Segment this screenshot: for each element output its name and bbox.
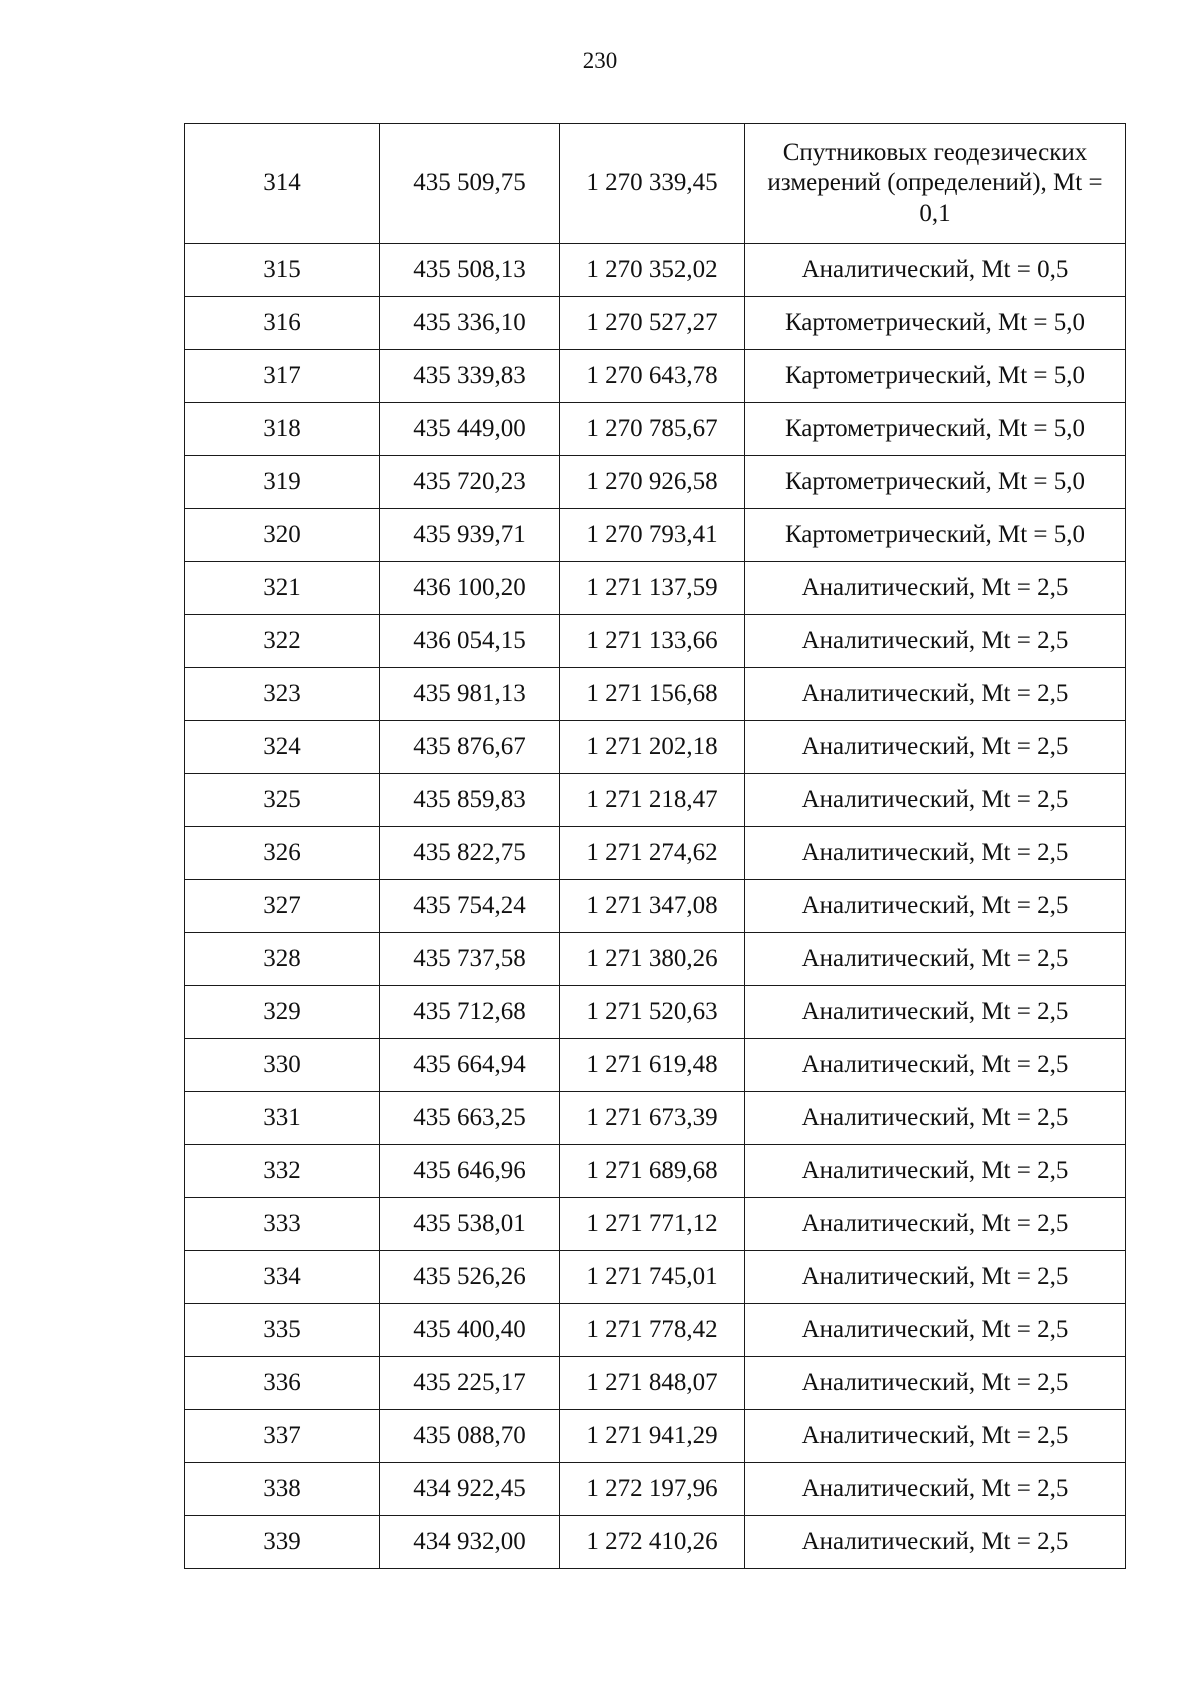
table-row: [185, 1039, 1126, 1092]
x-coordinate-cell: 435 859,83: [380, 774, 560, 827]
x-coordinate-cell: 435 088,70: [380, 1410, 560, 1463]
y-coordinate-cell: 1 272 197,96: [560, 1463, 745, 1516]
x-coordinate-cell: 435 663,25: [380, 1092, 560, 1145]
coordinates-table: [184, 123, 1126, 1569]
point-number-cell: 339: [185, 1516, 380, 1569]
table-row: [185, 668, 1126, 721]
y-coordinate-cell: 1 271 673,39: [560, 1092, 745, 1145]
y-coordinate-cell: 1 270 643,78: [560, 350, 745, 403]
y-coordinate-cell: 1 271 274,62: [560, 827, 745, 880]
x-coordinate-cell: 434 932,00: [380, 1516, 560, 1569]
table-row: [185, 562, 1126, 615]
x-coordinate-cell: 435 939,71: [380, 509, 560, 562]
method-cell: Картометрический, Mt = 5,0: [745, 456, 1126, 509]
table-row: [185, 297, 1126, 350]
method-cell: Картометрический, Mt = 5,0: [745, 297, 1126, 350]
table-row: [185, 615, 1126, 668]
method-cell: Аналитический, Mt = 2,5: [745, 1357, 1126, 1410]
y-coordinate-cell: 1 270 352,02: [560, 244, 745, 297]
y-coordinate-cell: 1 271 771,12: [560, 1198, 745, 1251]
point-number-cell: 318: [185, 403, 380, 456]
y-coordinate-cell: 1 271 941,29: [560, 1410, 745, 1463]
x-coordinate-cell: 435 509,75: [380, 124, 560, 244]
method-cell: Аналитический, Mt = 2,5: [745, 933, 1126, 986]
method-cell: Аналитический, Mt = 2,5: [745, 1039, 1126, 1092]
table-row: [185, 456, 1126, 509]
table-row: [185, 827, 1126, 880]
point-number-cell: 325: [185, 774, 380, 827]
x-coordinate-cell: 435 720,23: [380, 456, 560, 509]
y-coordinate-cell: 1 271 347,08: [560, 880, 745, 933]
point-number-cell: 336: [185, 1357, 380, 1410]
method-cell: Аналитический, Mt = 2,5: [745, 1145, 1126, 1198]
y-coordinate-cell: 1 271 619,48: [560, 1039, 745, 1092]
point-number-cell: 333: [185, 1198, 380, 1251]
method-cell: Аналитический, Mt = 2,5: [745, 1516, 1126, 1569]
y-coordinate-cell: 1 271 778,42: [560, 1304, 745, 1357]
table-row: [185, 880, 1126, 933]
y-coordinate-cell: 1 270 527,27: [560, 297, 745, 350]
x-coordinate-cell: 436 100,20: [380, 562, 560, 615]
method-cell: Аналитический, Mt = 2,5: [745, 668, 1126, 721]
point-number-cell: 323: [185, 668, 380, 721]
table-row: [185, 933, 1126, 986]
point-number-cell: 319: [185, 456, 380, 509]
method-cell: Аналитический, Mt = 2,5: [745, 986, 1126, 1039]
page-number: 230: [582, 48, 618, 73]
x-coordinate-cell: 435 822,75: [380, 827, 560, 880]
table-row: [185, 1251, 1126, 1304]
y-coordinate-cell: 1 270 793,41: [560, 509, 745, 562]
x-coordinate-cell: 435 664,94: [380, 1039, 560, 1092]
method-cell: Аналитический, Mt = 2,5: [745, 880, 1126, 933]
method-cell: Аналитический, Mt = 2,5: [745, 1463, 1126, 1516]
x-coordinate-cell: 435 339,83: [380, 350, 560, 403]
y-coordinate-cell: 1 270 926,58: [560, 456, 745, 509]
y-coordinate-cell: 1 271 689,68: [560, 1145, 745, 1198]
point-number-cell: 337: [185, 1410, 380, 1463]
y-coordinate-cell: 1 270 785,67: [560, 403, 745, 456]
method-cell: Картометрический, Mt = 5,0: [745, 403, 1126, 456]
point-number-cell: 324: [185, 721, 380, 774]
x-coordinate-cell: 435 737,58: [380, 933, 560, 986]
method-cell: Аналитический, Mt = 2,5: [745, 827, 1126, 880]
method-cell: Аналитический, Mt = 2,5: [745, 1304, 1126, 1357]
x-coordinate-cell: 435 981,13: [380, 668, 560, 721]
x-coordinate-cell: 435 876,67: [380, 721, 560, 774]
x-coordinate-cell: 435 225,17: [380, 1357, 560, 1410]
point-number-cell: 322: [185, 615, 380, 668]
y-coordinate-cell: 1 271 218,47: [560, 774, 745, 827]
method-cell: Картометрический, Mt = 5,0: [745, 509, 1126, 562]
coordinates-table-body: [185, 124, 1126, 1569]
table-row: [185, 1463, 1126, 1516]
point-number-cell: 332: [185, 1145, 380, 1198]
x-coordinate-cell: 435 646,96: [380, 1145, 560, 1198]
x-coordinate-cell: 435 538,01: [380, 1198, 560, 1251]
y-coordinate-cell: 1 270 339,45: [560, 124, 745, 244]
table-row: [185, 1092, 1126, 1145]
point-number-cell: 326: [185, 827, 380, 880]
table-row: [185, 986, 1126, 1039]
y-coordinate-cell: 1 271 380,26: [560, 933, 745, 986]
table-row: [185, 1516, 1126, 1569]
x-coordinate-cell: 435 449,00: [380, 403, 560, 456]
x-coordinate-cell: 435 400,40: [380, 1304, 560, 1357]
x-coordinate-cell: 435 526,26: [380, 1251, 560, 1304]
point-number-cell: 338: [185, 1463, 380, 1516]
x-coordinate-cell: 435 754,24: [380, 880, 560, 933]
point-number-cell: 316: [185, 297, 380, 350]
point-number-cell: 314: [185, 124, 380, 244]
point-number-cell: 329: [185, 986, 380, 1039]
point-number-cell: 321: [185, 562, 380, 615]
y-coordinate-cell: 1 271 137,59: [560, 562, 745, 615]
y-coordinate-cell: 1 271 202,18: [560, 721, 745, 774]
method-cell: Картометрический, Mt = 5,0: [745, 350, 1126, 403]
method-cell: Аналитический, Mt = 2,5: [745, 1092, 1126, 1145]
x-coordinate-cell: 435 508,13: [380, 244, 560, 297]
table-row: [185, 403, 1126, 456]
table-row: [185, 509, 1126, 562]
table-row: [185, 1410, 1126, 1463]
table-row: [185, 1145, 1126, 1198]
point-number-cell: 330: [185, 1039, 380, 1092]
point-number-cell: 335: [185, 1304, 380, 1357]
table-row: [185, 721, 1126, 774]
method-cell: Аналитический, Mt = 2,5: [745, 774, 1126, 827]
y-coordinate-cell: 1 271 520,63: [560, 986, 745, 1039]
point-number-cell: 315: [185, 244, 380, 297]
x-coordinate-cell: 435 336,10: [380, 297, 560, 350]
point-number-cell: 328: [185, 933, 380, 986]
method-cell: Аналитический, Mt = 0,5: [745, 244, 1126, 297]
method-cell: Аналитический, Mt = 2,5: [745, 1410, 1126, 1463]
table-row: [185, 244, 1126, 297]
table-row: [185, 1304, 1126, 1357]
coordinates-table-container: [184, 123, 1125, 1569]
point-number-cell: 320: [185, 509, 380, 562]
x-coordinate-cell: 434 922,45: [380, 1463, 560, 1516]
table-row: [185, 1198, 1126, 1251]
point-number-cell: 331: [185, 1092, 380, 1145]
table-row: [185, 774, 1126, 827]
y-coordinate-cell: 1 271 133,66: [560, 615, 745, 668]
method-cell: Аналитический, Mt = 2,5: [745, 1198, 1126, 1251]
y-coordinate-cell: 1 271 848,07: [560, 1357, 745, 1410]
y-coordinate-cell: 1 271 156,68: [560, 668, 745, 721]
point-number-cell: 317: [185, 350, 380, 403]
point-number-cell: 334: [185, 1251, 380, 1304]
method-cell: Аналитический, Mt = 2,5: [745, 562, 1126, 615]
method-cell: Аналитический, Mt = 2,5: [745, 1251, 1126, 1304]
table-row: [185, 350, 1126, 403]
method-cell: Аналитический, Mt = 2,5: [745, 721, 1126, 774]
y-coordinate-cell: 1 271 745,01: [560, 1251, 745, 1304]
method-cell: Спутниковых геодезических измерений (определений), Mt = 0,1: [745, 124, 1126, 244]
table-row: [185, 124, 1126, 244]
point-number-cell: 327: [185, 880, 380, 933]
table-row: [185, 1357, 1126, 1410]
x-coordinate-cell: 435 712,68: [380, 986, 560, 1039]
y-coordinate-cell: 1 272 410,26: [560, 1516, 745, 1569]
x-coordinate-cell: 436 054,15: [380, 615, 560, 668]
method-cell: Аналитический, Mt = 2,5: [745, 615, 1126, 668]
